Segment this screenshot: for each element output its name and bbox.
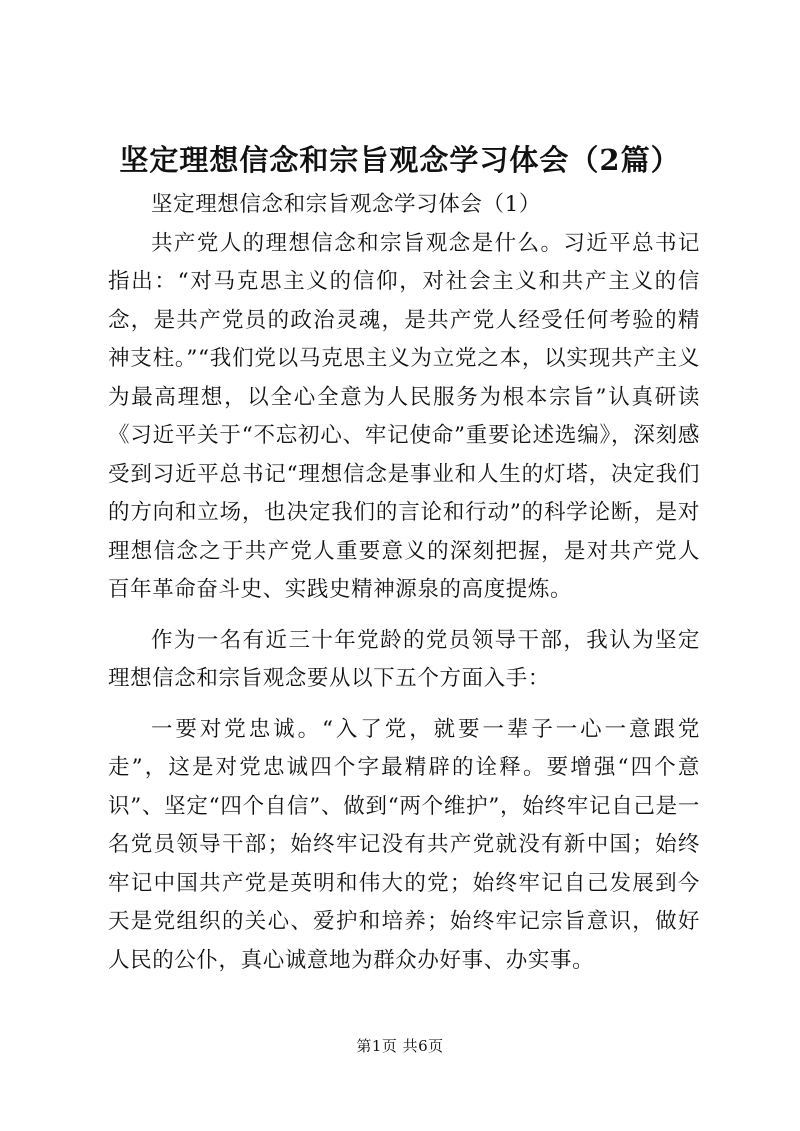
paragraph-2: 作为一名有近三十年党龄的党员领导干部，我认为坚定理想信念和宗旨观念要从以下五个方面入手： [108, 627, 700, 691]
section-subtitle: 坚定理想信念和宗旨观念学习体会（1） [151, 192, 541, 217]
document-body [108, 186, 700, 980]
paragraph-1: 共产党人的理想信念和宗旨观念是什么。习近平总书记指出：“对马克思主义的信仰，对社会主义和共产主义的信念，是共产党员的政治灵魂，是共产党人经受任何考验的精神支柱。”“我们党以马克思主义为立党之本，以实现共产主义为最高理想，以全心全意为人民服务为根本宗旨”认真研读《习近平关于“不忘初心、牢记使命”重要论述选编》，深刻感受到习近平总书记“理想信念是事业和人生的灯塔，决定我们的方向和立场，也决定我们的言论和行动”的科学论断，是对理想信念之于共产党人重要意义的深刻把握，是对共产党人百年革命奋斗史、实践史精神源泉的高度提炼。 [108, 230, 700, 602]
page-number-footer: 第1页 共6页 [356, 1037, 444, 1055]
paragraph-3: 一要对党忠诚。“入了党，就要一辈子一心一意跟党走”，这是对党忠诚四个字最精辟的诠释。要增强“四个意识”、坚定“四个自信”、做到“两个维护”，始终牢记自己是一名党员领导干部；始终牢记没有共产党就没有新中国；始终牢记中国共产党是英明和伟大的党；始终牢记自己发展到今天是党组织的关心、爱护和培养；始终牢记宗旨意识，做好人民的公仆，真心诚意地为群众办好事、办实事。 [108, 716, 700, 973]
document-title: 坚定理想信念和宗旨观念学习体会（2篇） [119, 143, 681, 177]
